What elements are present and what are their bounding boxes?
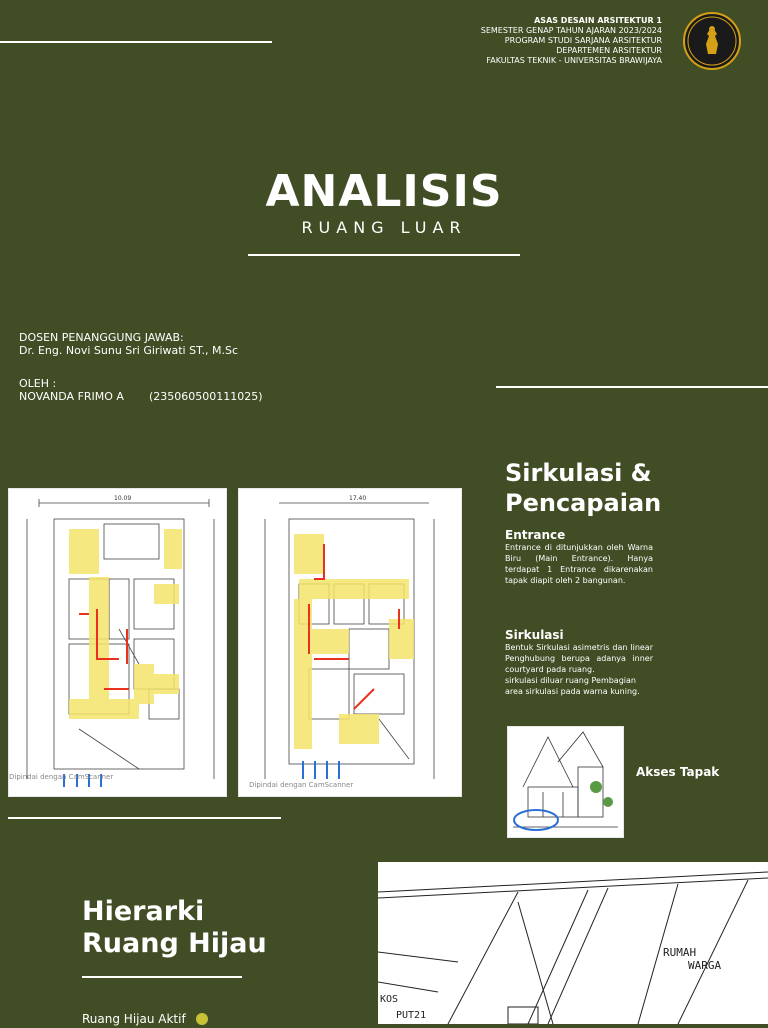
floor-plan-left [8,488,227,797]
sirkulasi-title: Sirkulasi [505,628,564,642]
section-heading-sirkulasi: Sirkulasi & Pencapaian [505,459,662,517]
legend-dot-icon [196,1013,208,1025]
header-line: PROGRAM STUDI SARJANA ARSITEKTUR [504,36,662,45]
heading-line: Ruang Hijau [82,928,267,959]
scan-caption: Dipindai dengan CamScanner [249,781,354,789]
author-name: NOVANDA FRIMO A [19,390,124,403]
right-divider [496,386,768,388]
map-label: PUT21 [396,1010,427,1021]
dimension-label: 17.40 [349,495,367,502]
title-divider [248,254,520,256]
map-label: RUMAH [663,946,697,959]
header-line: SEMESTER GENAP TAHUN AJARAN 2023/2024 [480,26,662,35]
page-title: ANALISIS [265,166,503,217]
author-block [19,377,263,403]
entrance-title: Entrance [505,528,566,542]
lecturer-label: DOSEN PENANGGUNG JAWAB: [19,331,184,344]
sirkulasi-text: Bentuk Sirkulasi asimetris dan linear Penghubung berupa adanya inner courtyard pada ruang. [505,643,653,674]
header-line: FAKULTAS TEKNIK - UNIVERSITAS BRAWIJAYA [486,56,662,65]
entrance-block [505,528,653,586]
scan-caption: Dipindai dengan CamScanner [9,773,114,781]
site-map [378,862,768,1024]
entrance-text: Entrance di ditunjukkan oleh Warna Biru (Main Entrance). Hanya terdapat 1 Entrance dikarenakan tapak diapit oleh 2 bangunan. [505,543,653,585]
top-divider [0,41,272,43]
legend-label: Ruang Hijau Aktif [82,1012,186,1026]
lecturer-block [19,331,238,357]
university-seal-icon [683,12,741,70]
site-access-sketch [507,726,624,838]
sirkulasi-block [505,628,653,697]
map-label: KOS [380,994,399,1005]
author-id: (235060500111025) [149,390,263,403]
lecturer-name: Dr. Eng. Novi Sunu Sri Giriwati ST., M.Sc [19,344,239,357]
heading-line: Hierarki [82,896,205,927]
header-line: DEPARTEMEN ARSITEKTUR [556,46,662,55]
page-subtitle: RUANG LUAR [301,218,467,237]
akses-tapak-label: Akses Tapak [636,765,720,779]
sirkulasi-text-2: sirkulasi diluar ruang Pembagian area sirkulasi pada warna kuning. [505,676,640,696]
floor-plan-right [238,488,462,797]
mid-divider [8,817,281,819]
section-heading-hierarki [82,896,267,960]
course-header [481,16,662,66]
map-label: WARGA [688,959,722,972]
author-label: OLEH : [19,377,57,390]
course-title: ASAS DESAIN ARSITEKTUR 1 [534,16,662,25]
hierarki-divider [82,976,242,978]
dimension-label: 10.09 [114,495,132,502]
